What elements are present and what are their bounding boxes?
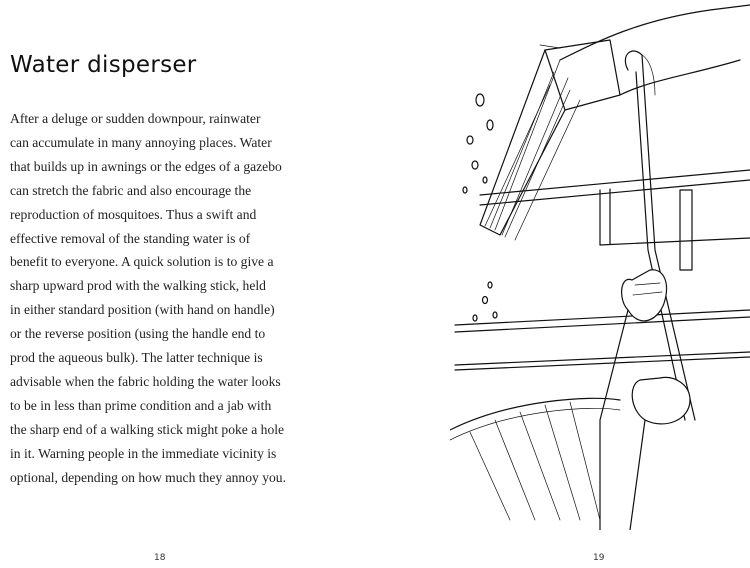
body-line: advisable when the fabric holding the water looks [10,373,281,389]
page-title: Water disperser [10,52,197,78]
body-line: in either standard position (with hand on handle) [10,302,275,318]
hand-with-walking-stick-prodding-awning-illustration [450,0,750,530]
body-line: prod the aqueous bulk). The latter technique is [10,350,263,366]
page-number-right: 19 [593,553,605,563]
body-line: sharp upward prod with the walking stick, held [10,278,266,294]
body-line: in it. Warning people in the immediate vicinity is [10,445,277,461]
body-paragraph [10,107,322,490]
body-line: optional, depending on how much they annoy you. [10,469,286,485]
body-line: effective removal of the standing water is of [10,230,251,246]
body-line: or the reverse position (using the handle end to [10,326,266,342]
body-line: benefit to everyone. A quick solution is to give a [10,254,274,270]
right-page [375,0,750,568]
body-line: reproduction of mosquitoes. Thus a swift and [10,206,257,222]
body-line: can stretch the fabric and also encourage the [10,182,252,198]
body-line: can accumulate in many annoying places. Water [10,134,272,150]
page-number-left: 18 [154,553,166,563]
body-line: that builds up in awnings or the edges of a gazebo [10,158,282,174]
body-line: to be in less than prime condition and a jab with [10,397,272,413]
body-line: After a deluge or sudden downpour, rainwater [10,111,261,126]
body-line: the sharp end of a walking stick might poke a hole [10,421,285,437]
